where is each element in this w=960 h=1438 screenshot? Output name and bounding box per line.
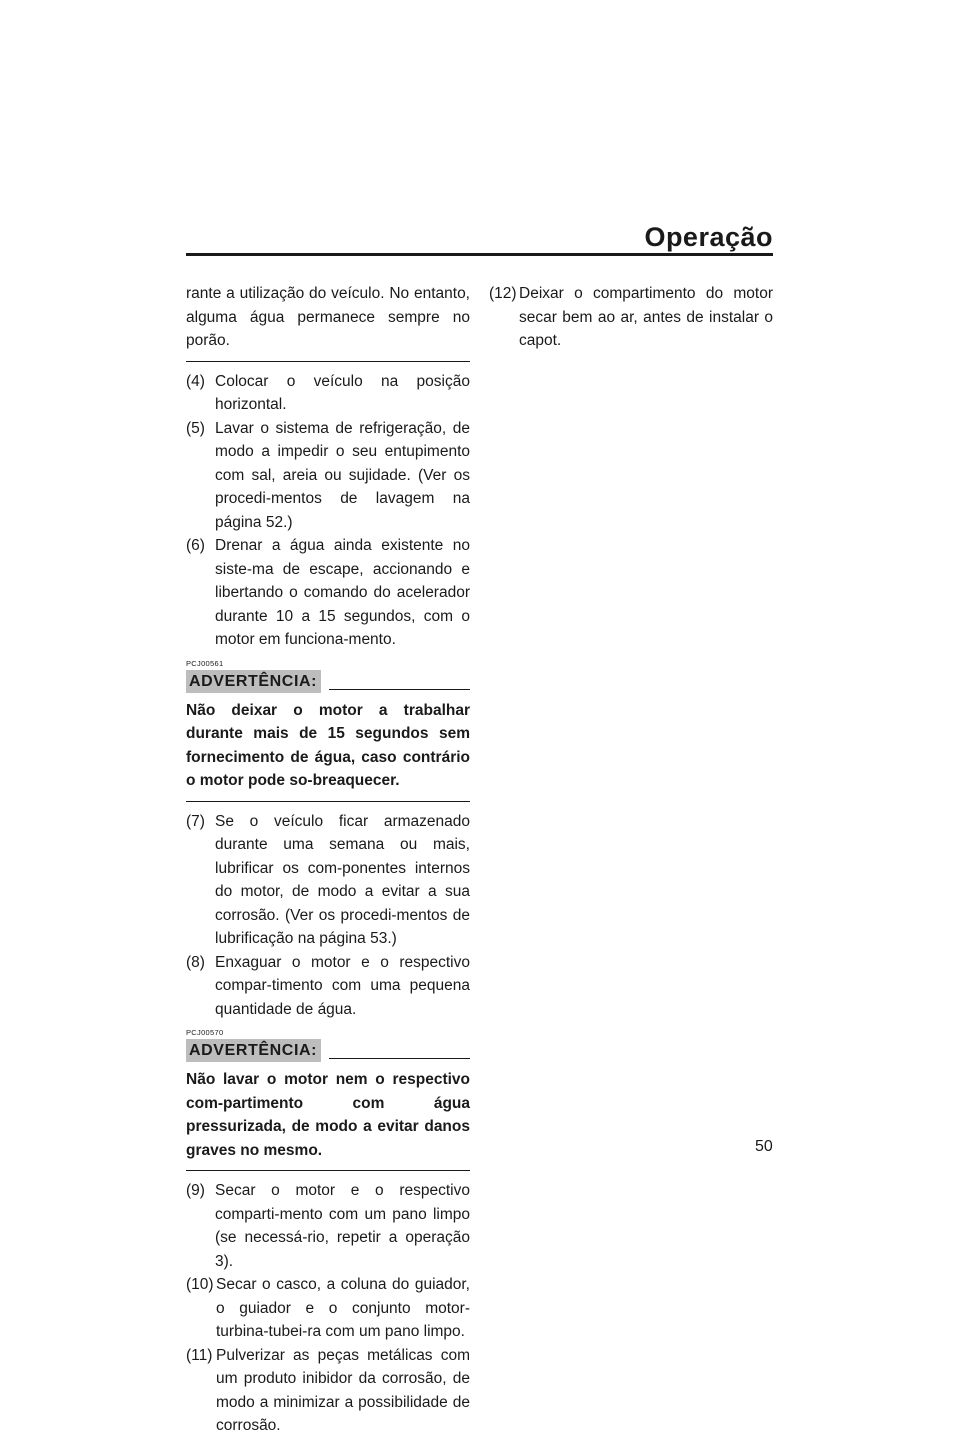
warning-text: Não lavar o motor nem o respectivo com-partimento com água pressurizada, de modo a evitar danos graves no mesmo. <box>186 1071 470 1159</box>
warning-header <box>186 1039 470 1062</box>
step-5 <box>186 417 470 535</box>
step-number: (6) <box>186 537 205 554</box>
warning-code: PCJ00570 <box>186 1028 224 1037</box>
title-rule <box>186 253 773 256</box>
step-text: Pulverizar as peças metálicas com um produto inibidor da corrosão, de modo a minimizar a possibilidade de corrosão. <box>216 1346 470 1434</box>
warning-code: PCJ00561 <box>186 658 224 668</box>
step-number: (8) <box>186 953 205 971</box>
left-column <box>186 282 470 1438</box>
page-number: 50 <box>755 1138 773 1155</box>
step-number: (12) <box>489 285 517 302</box>
step-text: Colocar o veículo na posição horizontal. <box>215 372 470 413</box>
warning-rule <box>329 1058 470 1059</box>
step-8 <box>186 951 470 1022</box>
step-9 <box>186 1179 470 1273</box>
warning-label: ADVERTÊNCIA: <box>186 1039 321 1062</box>
step-text: Lavar o sistema de refrigeração, de modo a impedir o seu entupimento com sal, areia ou sujidade. (Ver os procedi-mentos de lavagem na página 52.) <box>215 419 470 531</box>
step-12 <box>489 282 773 353</box>
step-10 <box>186 1273 470 1344</box>
step-number: (11) <box>186 1346 213 1364</box>
step-text: Drenar a água ainda existente no siste-ma de escape, accionando e libertando o comando do acelerador durante 10 a 15 segundos, com o motor em funciona-mento. <box>215 537 470 648</box>
step-7 <box>186 810 470 951</box>
step-6 <box>186 534 470 652</box>
page-title: Operação <box>644 222 773 252</box>
step-text: Secar o motor e o respectivo comparti-mento com um pano limpo (se necessá-rio, repetir a operação 3). <box>215 1182 470 1270</box>
warning-label: ADVERTÊNCIA: <box>186 670 321 693</box>
step-4 <box>186 370 470 417</box>
step-number: (5) <box>186 419 205 437</box>
step-number: (10) <box>186 1276 214 1293</box>
right-column <box>489 282 773 353</box>
warning-end-rule <box>186 801 470 802</box>
warning-end-rule <box>186 1170 470 1171</box>
warning-rule <box>329 689 470 690</box>
step-number: (9) <box>186 1182 205 1199</box>
step-text: Enxaguar o motor e o respectivo compar-timento com uma pequena quantidade de água. <box>215 953 470 1018</box>
warning-text: Não deixar o motor a trabalhar durante mais de 15 segundos sem fornecimento de água, caso contrário o motor pode so-breaquecer. <box>186 701 470 789</box>
step-text: Deixar o compartimento do motor secar bem ao ar, antes de instalar o capot. <box>519 285 773 349</box>
section-divider <box>186 361 470 362</box>
step-number: (7) <box>186 812 205 830</box>
step-text: Secar o casco, a coluna do guiador, o guiador e o conjunto motor-turbina-tubei-ra com um pano limpo. <box>216 1276 470 1340</box>
step-number: (4) <box>186 372 205 390</box>
warning-header <box>186 670 470 693</box>
intro-paragraph: rante a utilização do veículo. No entanto, alguma água permanece sempre no porão. <box>186 285 470 349</box>
step-text: Se o veículo ficar armazenado durante uma semana ou mais, lubrificar os com-ponentes internos do motor, de modo a evitar a sua corrosão. (Ver os procedi-mentos de lubrificação na página 53.) <box>215 812 470 947</box>
